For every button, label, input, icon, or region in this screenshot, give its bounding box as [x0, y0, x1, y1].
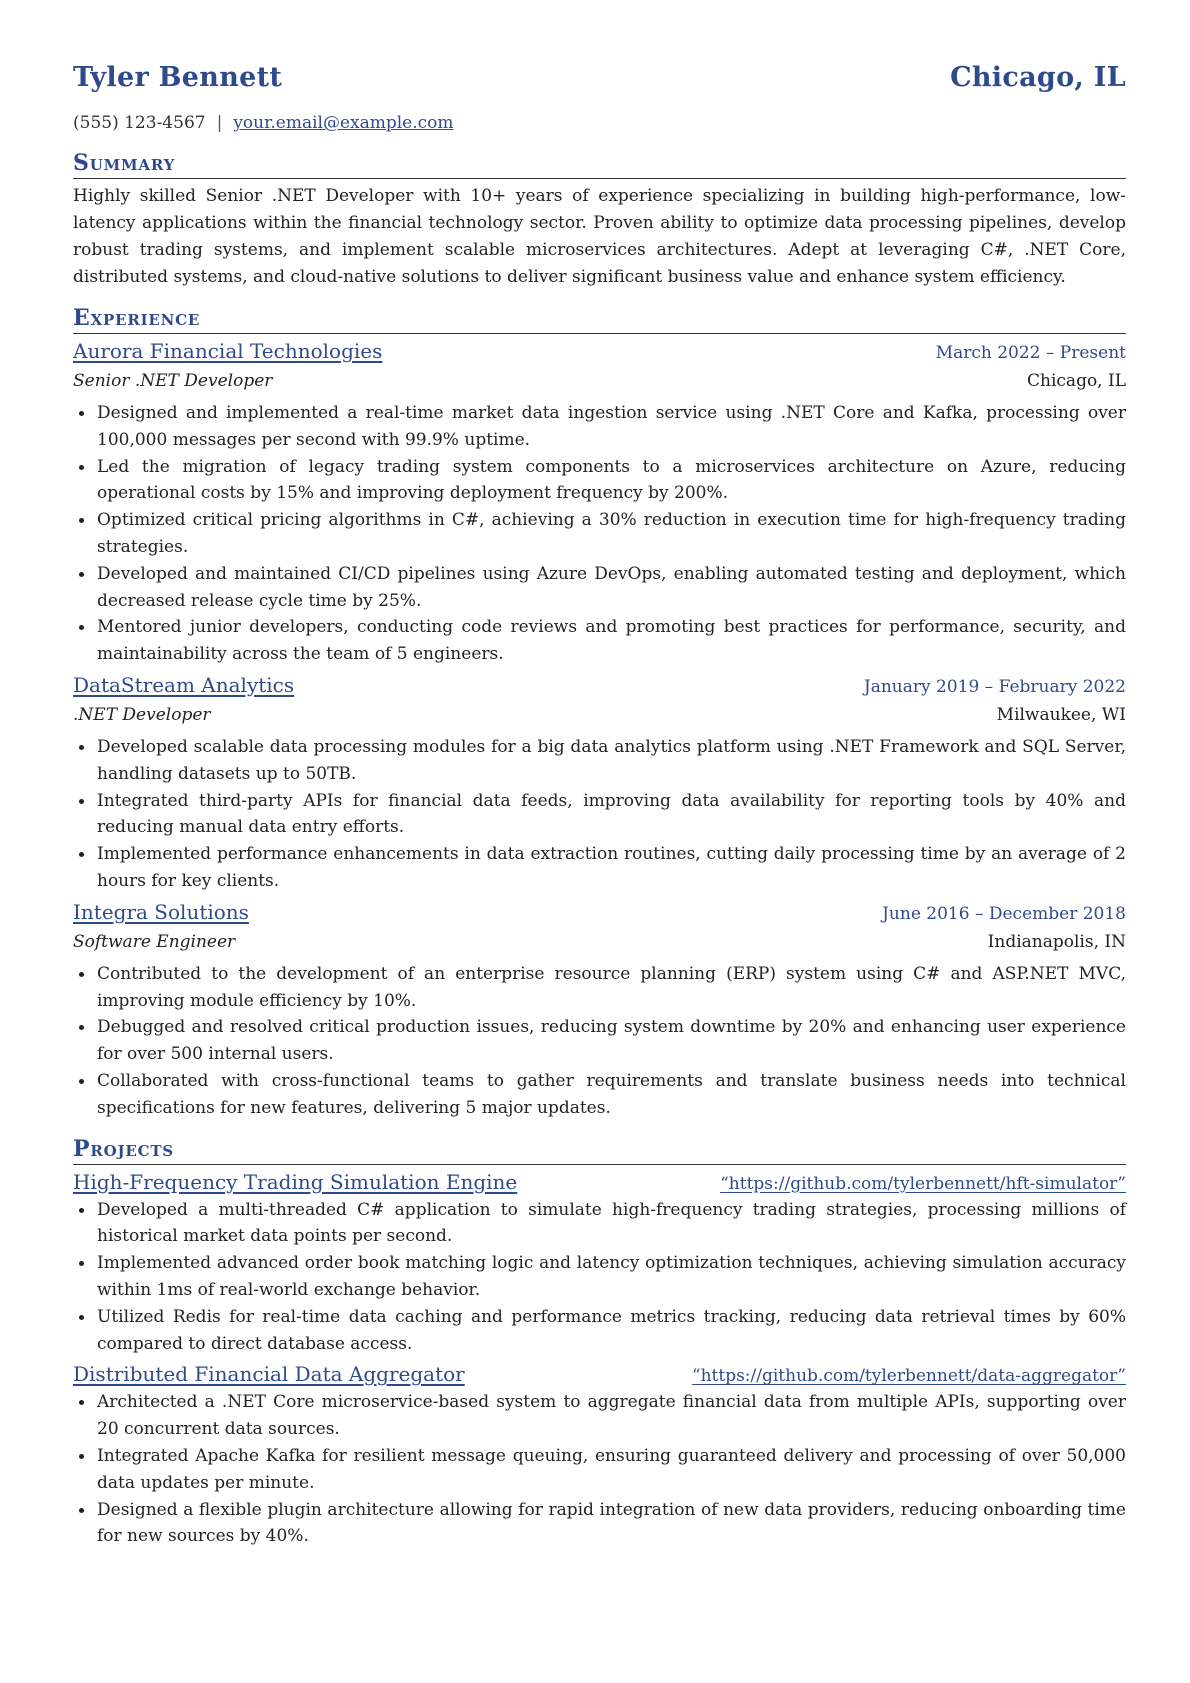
bullet-item: Contributed to the development of an enterprise resource planning (ERP) system using C# and ASP.NET MVC, improving module efficiency by 10%. — [73, 961, 1126, 1015]
candidate-location: Chicago, IL — [950, 62, 1126, 93]
job-header — [73, 338, 1126, 366]
bullet-item: Led the migration of legacy trading system components to a microservices architecture on Azure, reducing operational costs by 15% and improving deployment frequency by 200%. — [73, 454, 1126, 508]
bullet-item: Utilized Redis for real-time data caching and performance metrics tracking, reducing data retrieval times by 60% compared to direct database access. — [73, 1304, 1126, 1358]
project-name-link[interactable]: Distributed Financial Data Aggregator — [73, 1362, 465, 1387]
header — [73, 62, 1126, 104]
project-repo-link[interactable]: “https://github.com/tylerbennett/hft-simulator” — [720, 1173, 1126, 1194]
job-subheader — [73, 929, 1126, 955]
experience-heading: Experience — [73, 305, 1126, 334]
job-header — [73, 672, 1126, 700]
job-dates: June 2016 – December 2018 — [882, 903, 1126, 924]
bullet-item: Optimized critical pricing algorithms in C#, achieving a 30% reduction in execution time for high-frequency trading strategies. — [73, 507, 1126, 561]
job-location: Indianapolis, IN — [987, 931, 1126, 952]
resume-page — [73, 62, 1126, 1550]
summary-heading: Summary — [73, 150, 1126, 179]
project-entry — [73, 1361, 1126, 1550]
job-bullets — [73, 400, 1126, 668]
experience-entry — [73, 899, 1126, 1122]
candidate-name: Tyler Bennett — [73, 62, 283, 93]
bullet-item: Designed and implemented a real-time market data ingestion service using .NET Core and Kafka, processing over 100,000 messages per second with 99.9% uptime. — [73, 400, 1126, 454]
phone-number: (555) 123-4567 — [73, 113, 206, 133]
bullet-item: Collaborated with cross-functional teams to gather requirements and translate business needs into technical specifications for new features, delivering 5 major updates. — [73, 1068, 1126, 1122]
project-name-link[interactable]: High-Frequency Trading Simulation Engine — [73, 1169, 518, 1194]
company-link[interactable]: Aurora Financial Technologies — [73, 339, 383, 363]
project-header — [73, 1169, 1126, 1197]
project-bullets — [73, 1197, 1126, 1358]
job-dates: January 2019 – February 2022 — [863, 676, 1126, 697]
projects-list — [73, 1169, 1126, 1551]
project-header — [73, 1361, 1126, 1389]
job-location: Milwaukee, WI — [996, 704, 1126, 725]
summary-text: Highly skilled Senior .NET Developer with 10+ years of experience specializing in building high-performance, low-latency applications within the financial technology sector. Proven ability to optimize data processing pipelines, develop robust trading systems, and implement scalable microservices architectures. Adept at leveraging C#, .NET Core, distributed systems, and cloud-native solutions to deliver significant business value and enhance system efficiency. — [73, 186, 1126, 287]
job-subheader — [73, 368, 1126, 394]
experience-entry — [73, 338, 1126, 668]
bullet-item: Developed and maintained CI/CD pipelines using Azure DevOps, enabling automated testing and deployment, which decreased release cycle time by 25%. — [73, 561, 1126, 615]
job-bullets — [73, 734, 1126, 895]
job-title: Senior .NET Developer — [73, 371, 273, 391]
bullet-item: Implemented performance enhancements in data extraction routines, cutting daily processing time by an average of 2 hours for key clients. — [73, 841, 1126, 895]
job-title: .NET Developer — [73, 704, 211, 725]
bullet-item: Debugged and resolved critical production issues, reducing system downtime by 20% and enhancing user experience for over 500 internal users. — [73, 1014, 1126, 1068]
company-link[interactable]: DataStream Analytics — [73, 672, 295, 697]
contact-separator: | — [216, 113, 223, 133]
contact-line — [73, 110, 1126, 136]
bullet-item: Integrated Apache Kafka for resilient message queuing, ensuring guaranteed delivery and processing of over 50,000 data updates per minute. — [73, 1443, 1126, 1497]
bullet-item: Developed scalable data processing modules for a big data analytics platform using .NET Framework and SQL Server, handling datasets up to 50TB. — [73, 734, 1126, 788]
job-title: Software Engineer — [73, 931, 236, 952]
job-location: Chicago, IL — [1027, 371, 1126, 391]
project-bullets — [73, 1389, 1126, 1550]
bullet-item: Integrated third-party APIs for financial data feeds, improving data availability for reporting tools by 40% and reducing manual data entry efforts. — [73, 788, 1126, 842]
experience-entry — [73, 672, 1126, 895]
project-entry — [73, 1169, 1126, 1358]
project-repo-link[interactable]: “https://github.com/tylerbennett/data-aggregator” — [691, 1366, 1126, 1387]
company-link[interactable]: Integra Solutions — [73, 899, 249, 924]
bullet-item: Developed a multi-threaded C# application to simulate high-frequency trading strategies, processing millions of historical market data points per second. — [73, 1197, 1126, 1251]
email-link[interactable]: your.email@example.com — [233, 113, 454, 133]
bullet-item: Designed a flexible plugin architecture allowing for rapid integration of new data providers, reducing onboarding time for new sources by 40%. — [73, 1497, 1126, 1551]
bullet-item: Implemented advanced order book matching logic and latency optimization techniques, achieving simulation accuracy within 1ms of real-world exchange behavior. — [73, 1250, 1126, 1304]
job-subheader — [73, 702, 1126, 728]
experience-list — [73, 338, 1126, 1122]
job-bullets — [73, 961, 1126, 1122]
bullet-item: Mentored junior developers, conducting code reviews and promoting best practices for performance, security, and maintainability across the team of 5 engineers. — [73, 614, 1126, 668]
bullet-item: Architected a .NET Core microservice-based system to aggregate financial data from multiple APIs, supporting over 20 concurrent data sources. — [73, 1389, 1126, 1443]
job-dates: March 2022 – Present — [935, 343, 1126, 363]
projects-heading: Projects — [73, 1136, 1126, 1165]
job-header — [73, 899, 1126, 927]
